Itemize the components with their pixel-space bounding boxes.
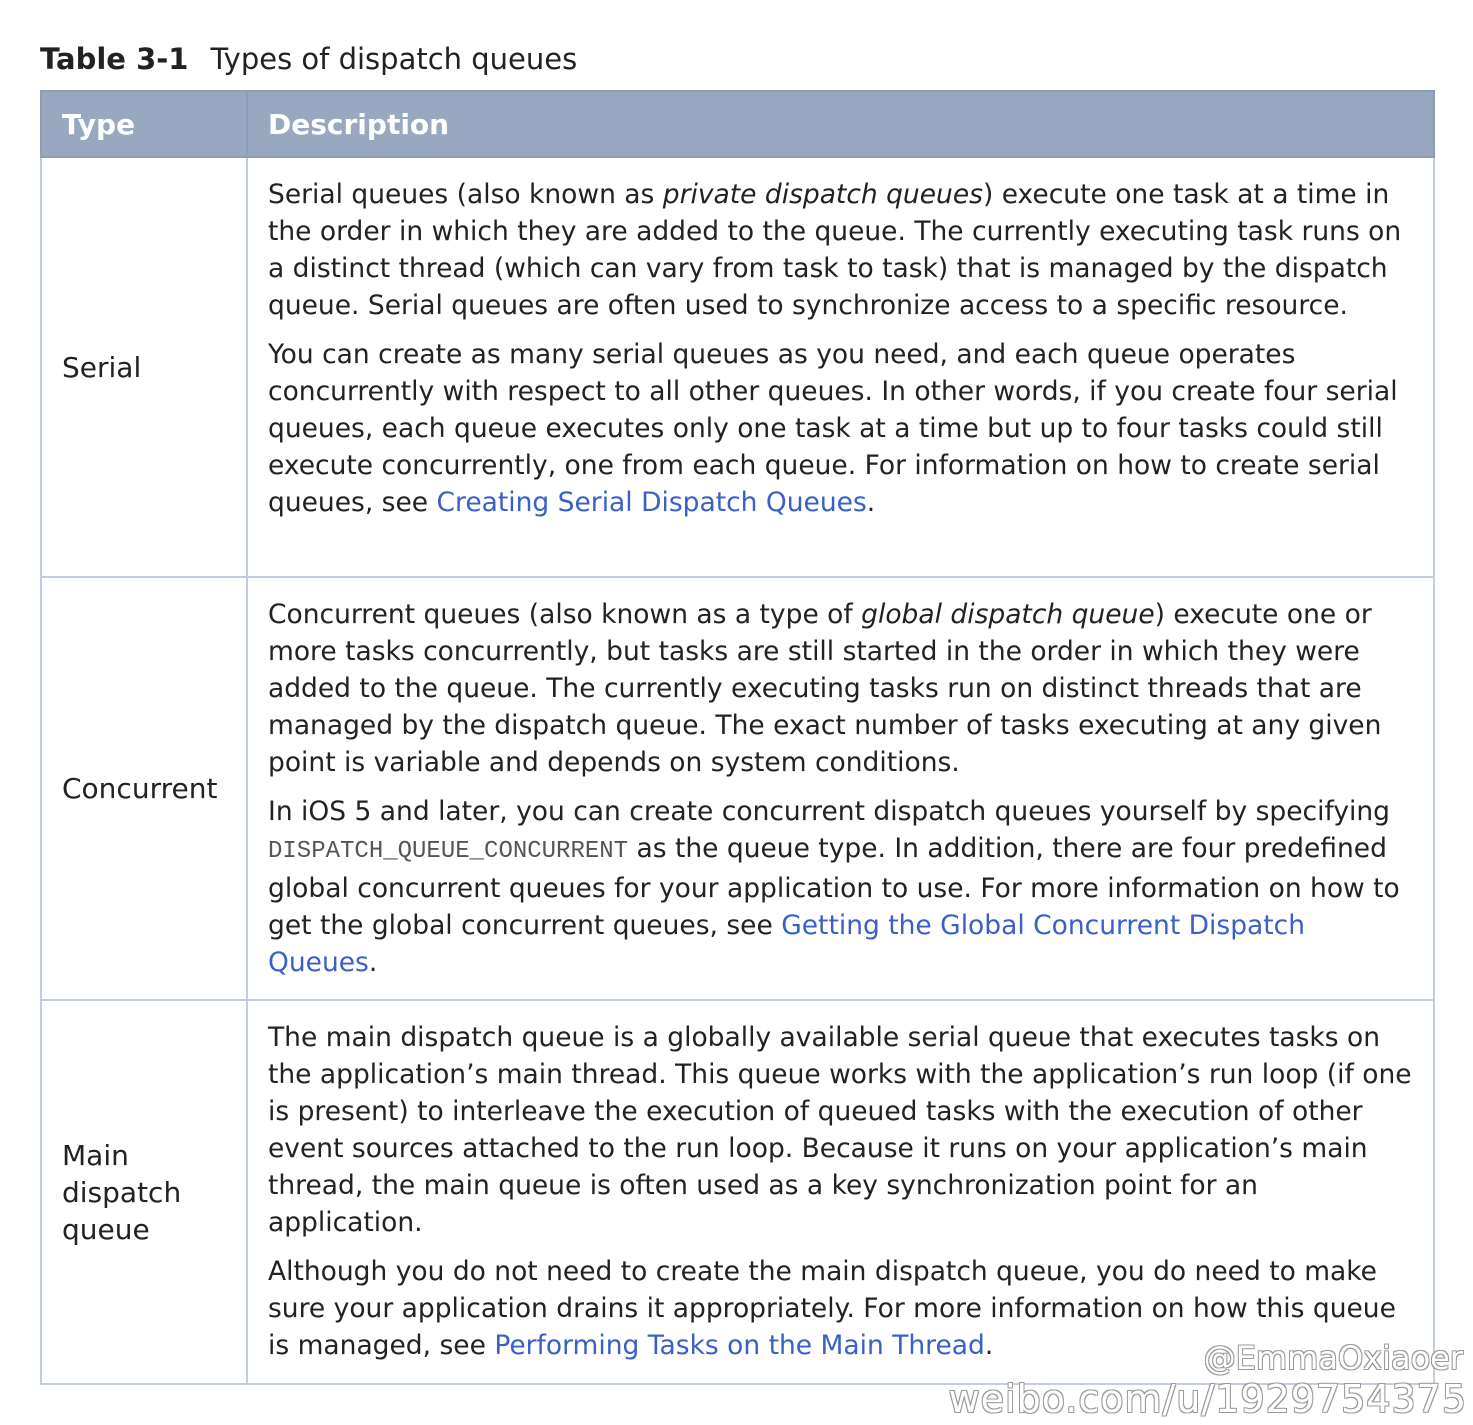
text-run: In iOS 5 and later, you can create concurrent dispatch queues yourself by specifying xyxy=(268,796,1390,827)
type-cell-main-dispatch-queue: Main dispatch queue xyxy=(41,1000,247,1384)
description-cell-concurrent xyxy=(247,577,1434,1000)
text-run: You can create as many serial queues as you need, and each queue operates concurrently with respect to all other queues. In other words, if you create four serial queues, each queue executes only one task at a time but up to four tasks could still execute concurrently, one from each queue. For information on how to create serial queues, see xyxy=(268,339,1398,518)
description-paragraph xyxy=(268,596,1417,781)
column-header-type: Type xyxy=(41,91,247,157)
text-run: . xyxy=(368,947,378,978)
table-caption xyxy=(40,40,577,78)
link-getting-global-concurrent-dispatch-queues[interactable]: Getting the Global Concurrent Dispatch Queues xyxy=(268,910,1306,978)
description-paragraph xyxy=(268,176,1417,324)
text-run: Although you do not need to create the main dispatch queue, you do need to make sure your application drains it appropriately. For more information on how this queue is managed, see xyxy=(268,1256,1396,1361)
description-cell-main-dispatch-queue xyxy=(247,1000,1434,1384)
text-run: . xyxy=(984,1330,994,1361)
table-row-main-dispatch-queue xyxy=(41,1000,1434,1384)
link-creating-serial-dispatch-queues[interactable]: Creating Serial Dispatch Queues xyxy=(436,487,867,518)
table-title: Types of dispatch queues xyxy=(210,42,578,76)
table-header-row xyxy=(41,91,1434,157)
description-paragraph xyxy=(268,1253,1417,1364)
table-row-serial xyxy=(41,157,1434,577)
description-paragraph xyxy=(268,793,1417,981)
emphasis-term: private dispatch queues xyxy=(662,179,983,210)
text-run: The main dispatch queue is a globally available serial queue that executes tasks on the application’s main thread. This queue works with the application’s run loop (if one is present) to interleave the execution of queued tasks with the execution of other event sources attached to the run loop. Because it runs on your application’s main thread, the main queue is often used as a key synchronization point for an application. xyxy=(268,1022,1412,1238)
text-run: Concurrent queues (also known as a type of xyxy=(268,599,862,630)
emphasis-term: global dispatch queue xyxy=(861,599,1155,630)
text-run: ) execute one task at a time in the order in which they are added to the queue. The currently executing task runs on a distinct thread (which can vary from task to task) that is managed by the dispatch queue. Serial queues are often used to synchronize access to a specific resource. xyxy=(268,179,1402,321)
dispatch-queues-table xyxy=(40,90,1435,1385)
table-row-concurrent xyxy=(41,577,1434,1000)
table-number: Table 3-1 xyxy=(40,42,189,76)
text-run: ) execute one or more tasks concurrently, but tasks are still started in the order in which they were added to the queue. The currently executing tasks run on distinct threads that are managed by the dispatch queue. The exact number of tasks executing at any given point is variable and depends on system conditions. xyxy=(268,599,1382,778)
description-paragraph xyxy=(268,336,1417,521)
column-header-description: Description xyxy=(247,91,1434,157)
watermark-handle: @EmmaOxiaoer xyxy=(1203,1339,1463,1377)
description-cell-serial xyxy=(247,157,1434,577)
text-run: . xyxy=(866,487,876,518)
watermark-url: weibo.com/u/1929754375 xyxy=(948,1377,1467,1421)
text-run: as the queue type. In addition, there are four predefined global concurrent queues for your application to use. For more information on how to get the global concurrent queues, see xyxy=(268,833,1400,941)
link-performing-tasks-on-main-thread[interactable]: Performing Tasks on the Main Thread xyxy=(494,1330,985,1361)
text-run: Serial queues (also known as xyxy=(268,179,663,210)
type-cell-concurrent: Concurrent xyxy=(41,577,247,1000)
code-constant: DISPATCH_QUEUE_CONCURRENT xyxy=(268,838,629,865)
type-cell-serial: Serial xyxy=(41,157,247,577)
description-paragraph xyxy=(268,1019,1417,1241)
